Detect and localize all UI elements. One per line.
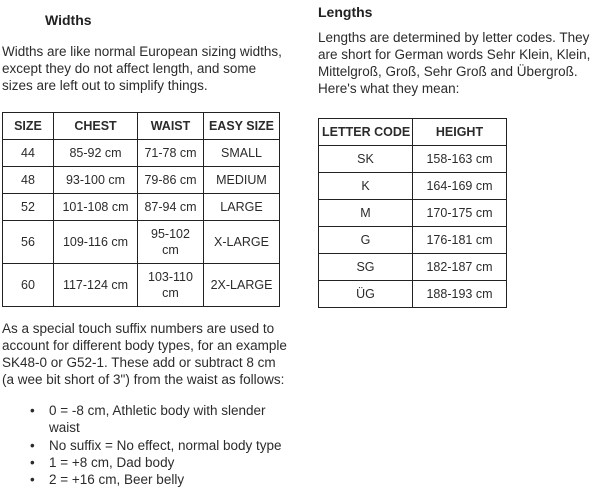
list-item	[30, 454, 290, 471]
table-cell-height: 188-193 cm	[413, 281, 507, 308]
table-cell-chest: 117-124 cm	[54, 264, 138, 307]
suffix-note-text: As a special touch suffix numbers are used to account for different body types, for an example SK48-0 or G52-1. These add or subtract 8 cm (a wee bit short of 3") from the waist as follows:	[2, 321, 287, 387]
list-item-text: No suffix = No effect, normal body type	[49, 437, 282, 453]
table-cell-waist: 103-110 cm	[138, 264, 204, 307]
table-cell-chest: 101-108 cm	[54, 194, 138, 221]
column-header-size: SIZE	[3, 113, 54, 140]
table-cell-letter-code: G	[319, 227, 413, 254]
table-cell-height: 182-187 cm	[413, 254, 507, 281]
lengths-table	[318, 118, 507, 308]
column-header-letter-code: LETTER CODE	[319, 119, 413, 146]
table-row	[3, 140, 280, 167]
table-cell-size: 52	[3, 194, 54, 221]
widths-table	[2, 112, 280, 307]
suffix-bullet-list	[2, 402, 290, 488]
column-header-waist: WAIST	[138, 113, 204, 140]
table-row	[3, 167, 280, 194]
table-row	[3, 194, 280, 221]
table-cell-easy-size: 2X-LARGE	[204, 264, 280, 307]
table-cell-waist: 87-94 cm	[138, 194, 204, 221]
table-cell-easy-size: X-LARGE	[204, 221, 280, 264]
table-cell-size: 44	[3, 140, 54, 167]
table-header-row	[319, 119, 507, 146]
table-cell-waist: 79-86 cm	[138, 167, 204, 194]
table-cell-height: 158-163 cm	[413, 146, 507, 173]
table-cell-letter-code: SK	[319, 146, 413, 173]
table-row	[3, 264, 280, 307]
bullet-icon: •	[30, 454, 35, 470]
bullet-icon: •	[30, 437, 35, 453]
table-row	[319, 200, 507, 227]
list-item	[30, 437, 290, 454]
table-row	[3, 221, 280, 264]
table-cell-chest: 93-100 cm	[54, 167, 138, 194]
table-cell-height: 164-169 cm	[413, 173, 507, 200]
column-header-chest: CHEST	[54, 113, 138, 140]
bullet-icon: •	[30, 472, 35, 488]
table-row	[319, 254, 507, 281]
list-item-text: 1 = +8 cm, Dad body	[49, 454, 175, 470]
table-header-row	[3, 113, 280, 140]
table-cell-height: 176-181 cm	[413, 227, 507, 254]
column-header-easy-size: EASY SIZE	[204, 113, 280, 140]
table-cell-size: 60	[3, 264, 54, 307]
list-item-text: 2 = +16 cm, Beer belly	[49, 472, 185, 488]
table-cell-size: 56	[3, 221, 54, 264]
table-cell-height: 170-175 cm	[413, 200, 507, 227]
list-item	[30, 471, 290, 488]
table-cell-letter-code: M	[319, 200, 413, 227]
table-cell-letter-code: K	[319, 173, 413, 200]
table-cell-easy-size: LARGE	[204, 194, 280, 221]
table-cell-chest: 85-92 cm	[54, 140, 138, 167]
lengths-heading: Lengths	[318, 4, 373, 20]
bullet-icon: •	[30, 403, 35, 418]
widths-heading: Widths	[45, 12, 92, 28]
column-header-height: HEIGHT	[413, 119, 507, 146]
table-row	[319, 227, 507, 254]
table-cell-waist: 71-78 cm	[138, 140, 204, 167]
list-item	[30, 402, 290, 437]
widths-section	[2, 0, 290, 488]
table-cell-waist: 95-102 cm	[138, 221, 204, 264]
lengths-intro-text: Lengths are determined by letter codes. They are short for German words Sehr Klein, Klein, Mittelgroß, Groß, Sehr Groß and Übergroß. Here's what they mean:	[318, 30, 591, 96]
table-cell-easy-size: MEDIUM	[204, 167, 280, 194]
table-cell-easy-size: SMALL	[204, 140, 280, 167]
table-row	[319, 173, 507, 200]
widths-intro-text: Widths are like normal European sizing widths, except they do not affect length, and some sizes are left out to simplify things.	[2, 44, 282, 93]
table-row	[319, 281, 507, 308]
table-cell-letter-code: ÜG	[319, 281, 413, 308]
table-cell-letter-code: SG	[319, 254, 413, 281]
lengths-section	[318, 0, 592, 308]
table-row	[319, 146, 507, 173]
table-cell-chest: 109-116 cm	[54, 221, 138, 264]
list-item-text: 0 = -8 cm, Athletic body with slender waist	[49, 403, 266, 436]
table-cell-size: 48	[3, 167, 54, 194]
